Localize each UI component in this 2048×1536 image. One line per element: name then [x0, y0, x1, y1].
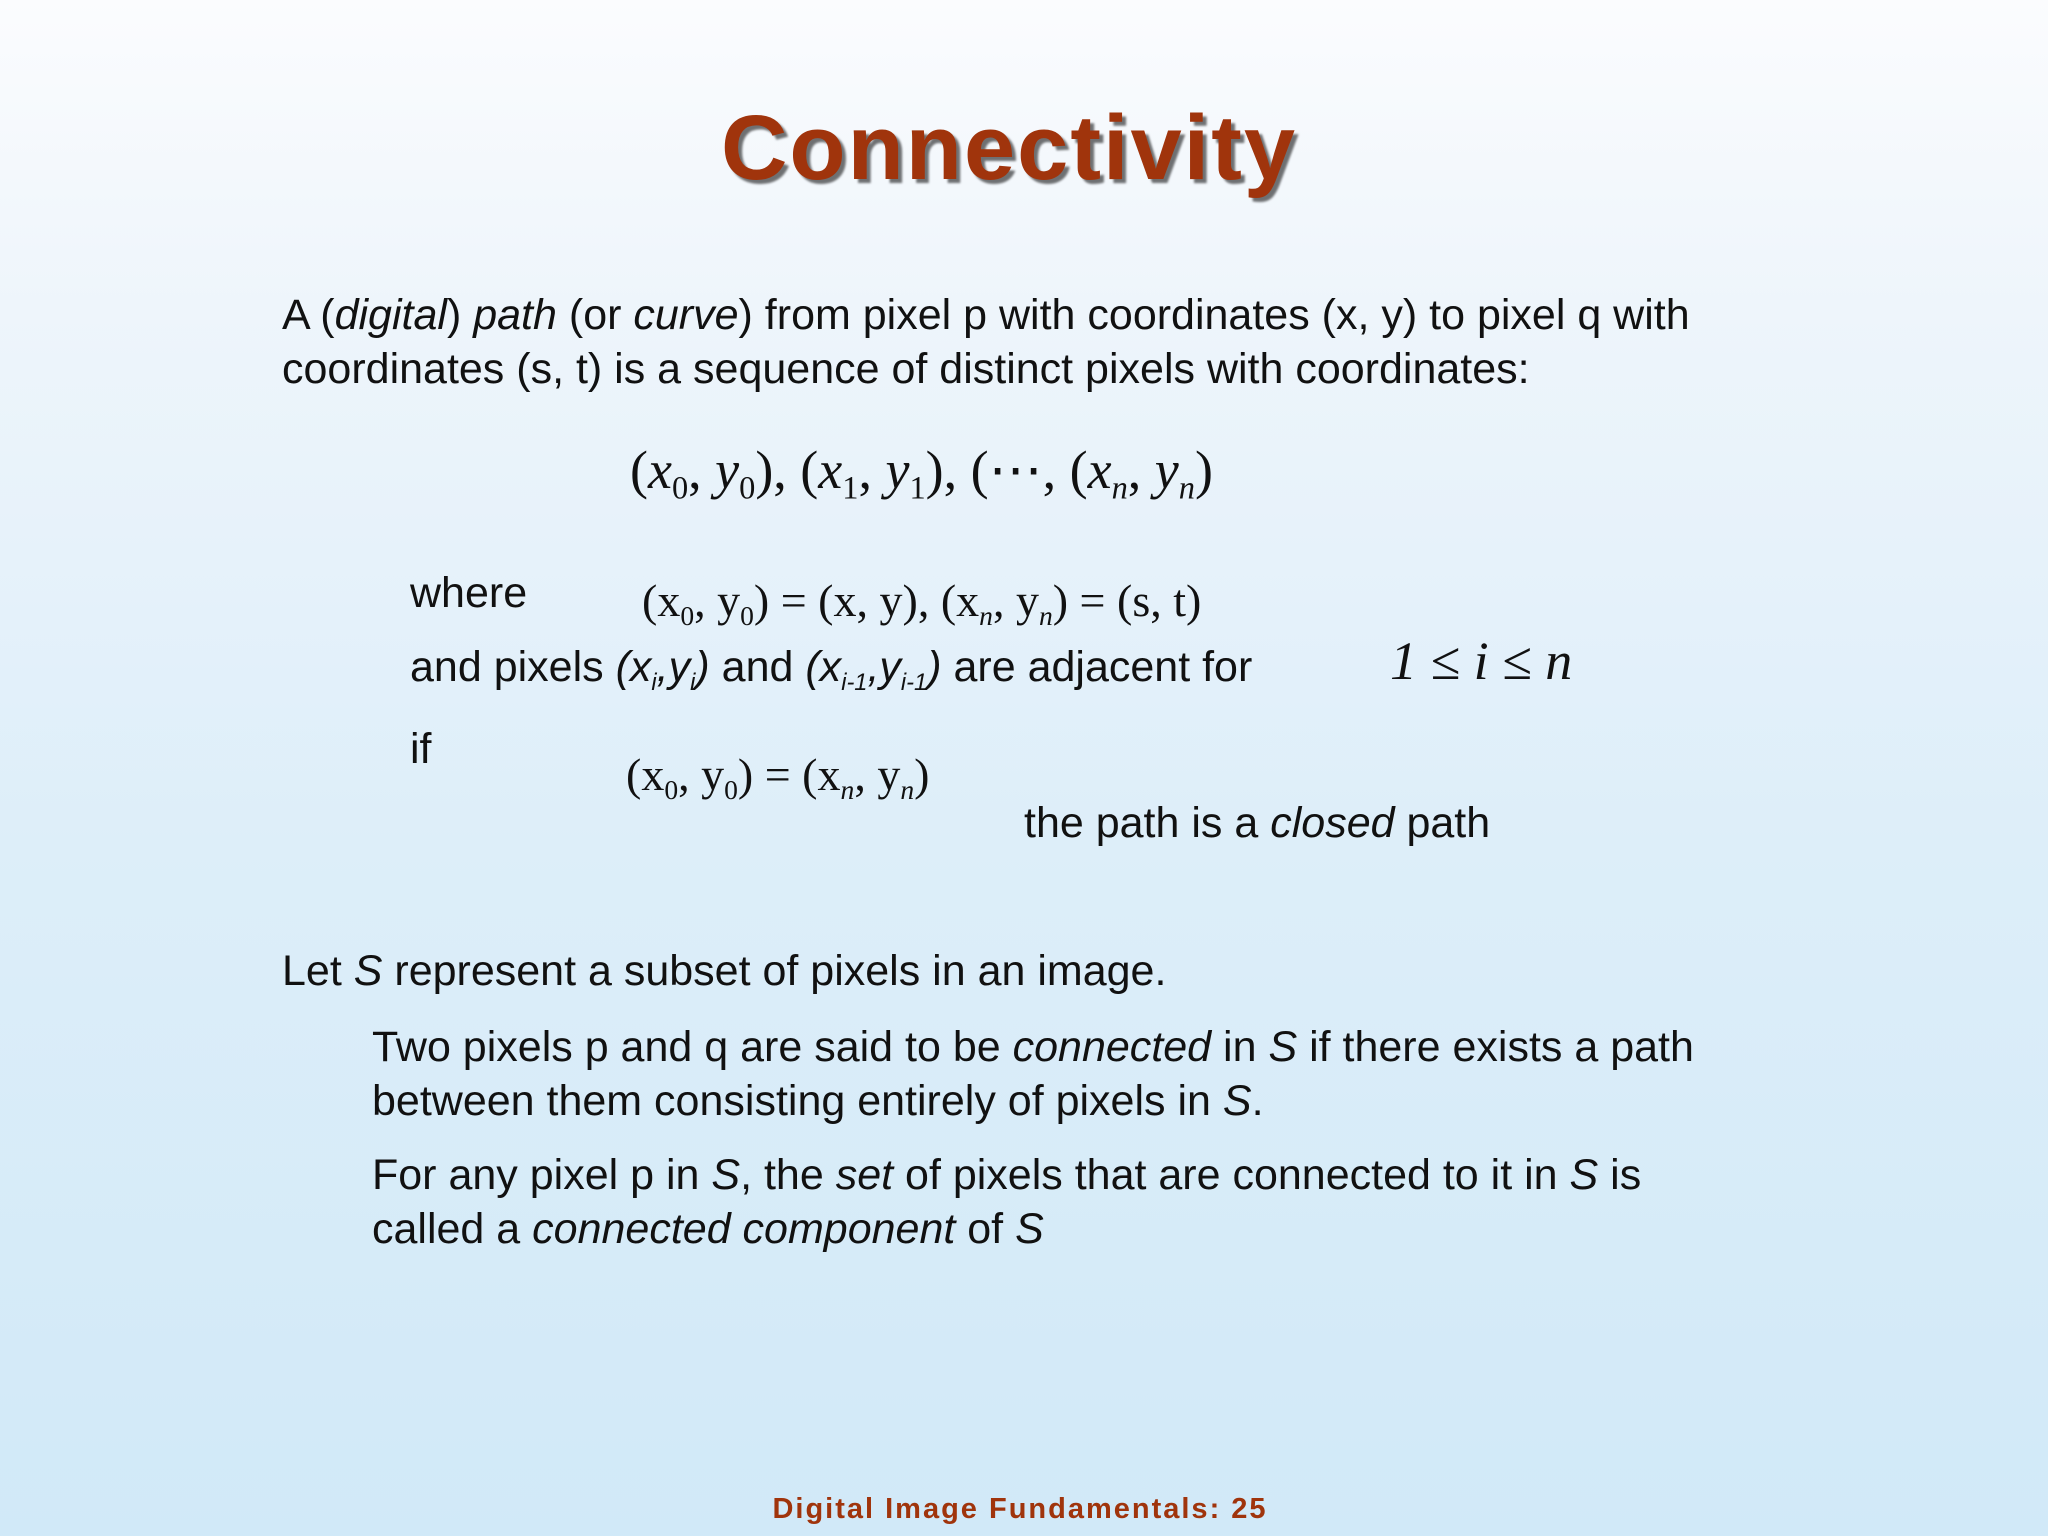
separator: ), (: [755, 440, 819, 500]
adjacency-text: [410, 640, 1252, 694]
text-segment: represent a subset of pixels in an image.: [382, 947, 1167, 995]
text-segment: between them consisting entirely of pixels in: [372, 1077, 1223, 1125]
text-segment: in: [1211, 1023, 1269, 1071]
text-segment: path: [1394, 799, 1491, 847]
subscript: 0: [739, 470, 756, 507]
path-definition-line-1: [282, 288, 1690, 342]
text-segment: ): [446, 291, 474, 339]
var-y: y: [1154, 440, 1179, 500]
text-segment: For any pixel p in: [372, 1151, 712, 1199]
subscript: 0: [664, 773, 679, 805]
paren: ): [1194, 440, 1213, 500]
comma: ,: [1042, 440, 1070, 500]
var-x: x: [1087, 440, 1112, 500]
sequence-formula: [630, 438, 1213, 507]
term-path: path: [473, 291, 557, 339]
text-segment: (x: [805, 643, 842, 691]
subscript: i: [651, 669, 657, 696]
subscript: i-1: [841, 669, 868, 696]
text-segment: the path is a: [1024, 799, 1271, 847]
set-symbol: S: [1222, 1077, 1252, 1125]
formula-part: , y: [694, 575, 741, 626]
text-segment: Let: [282, 947, 354, 995]
formula-part: ): [914, 749, 930, 800]
text-segment: and pixels: [410, 643, 616, 691]
connected-definition-line-2: [372, 1074, 1694, 1128]
text-segment: (or: [556, 291, 634, 339]
text-segment: ): [927, 643, 942, 691]
separator: ), (: [925, 440, 989, 500]
formula-part: (x: [626, 749, 665, 800]
closed-path-text: [1024, 796, 1490, 850]
text-segment: and: [709, 643, 806, 691]
ellipsis: ⋯: [988, 440, 1043, 500]
var-y: y: [715, 440, 740, 500]
subscript: 0: [740, 599, 754, 631]
path-definition-line-2: coordinates (s, t) is a sequence of distinct pixels with coordinates:: [282, 345, 1530, 393]
text-segment: A (: [282, 291, 335, 339]
formula-part: , y: [854, 749, 901, 800]
subscript: n: [840, 773, 855, 805]
path-definition: [282, 288, 1690, 396]
index-range: 1 ≤ i ≤ n: [1390, 631, 1573, 691]
component-definition-line-1: [372, 1148, 1641, 1202]
var-y: y: [885, 440, 910, 500]
subscript: n: [1111, 470, 1128, 507]
subscript: 1: [909, 470, 926, 507]
text-segment: (x: [615, 643, 652, 691]
formula-part: ) = (x, y), (x: [753, 575, 980, 626]
connected-definition: [372, 1020, 1694, 1128]
formula-part: , y: [678, 749, 725, 800]
text-segment: ,y: [656, 643, 691, 691]
text-segment: .: [1251, 1077, 1264, 1125]
set-symbol: S: [711, 1151, 741, 1199]
where-label: where: [410, 569, 528, 617]
var-x: x: [647, 440, 672, 500]
paren: (: [630, 440, 648, 500]
set-symbol: S: [1015, 1205, 1044, 1253]
var-x: x: [818, 440, 843, 500]
subscript: n: [1038, 599, 1053, 631]
subscript: 0: [671, 470, 689, 507]
paren: (: [1069, 440, 1088, 500]
term-connected-component: connected component: [532, 1205, 956, 1253]
formula-part: (x: [642, 575, 681, 626]
subscript: 1: [842, 470, 859, 507]
text-segment: Two pixels p and q are said to be: [372, 1023, 1013, 1071]
set-symbol: S: [1268, 1023, 1298, 1071]
comma: ,: [688, 440, 716, 500]
subscript: i-1: [900, 669, 928, 696]
component-definition-line-2: [372, 1202, 1641, 1256]
subscript: 0: [680, 599, 695, 631]
subscript: i: [690, 669, 696, 696]
term-closed: closed: [1270, 799, 1395, 847]
text-segment: is: [1598, 1151, 1642, 1199]
if-label: if: [410, 725, 432, 773]
formula-part: , y: [992, 575, 1039, 626]
comma: ,: [1127, 440, 1155, 500]
text-segment: ,y: [867, 643, 901, 691]
formula-part: ) = (x: [737, 749, 841, 800]
text-segment: ) from pixel p with coordinates (x, y) to pixel q with: [738, 291, 1690, 339]
closed-path-formula: [626, 748, 930, 805]
set-symbol: S: [353, 947, 383, 995]
subset-statement: [282, 944, 1166, 998]
text-segment: are adjacent for: [941, 643, 1253, 691]
text-segment: of pixels that are connected to it in: [893, 1151, 1570, 1199]
term-curve: curve: [633, 291, 739, 339]
text-segment: of: [955, 1205, 1016, 1253]
term-connected: connected: [1012, 1023, 1212, 1071]
term-digital: digital: [334, 291, 447, 339]
subscript: 0: [724, 773, 738, 805]
slide-footer: Digital Image Fundamentals: 25: [772, 1493, 1268, 1525]
text-segment: if there exists a path: [1297, 1023, 1694, 1071]
text-segment: ): [695, 643, 710, 691]
subscript: n: [1178, 470, 1195, 507]
term-set: set: [835, 1151, 894, 1199]
text-segment: called a: [372, 1205, 533, 1253]
component-definition: [372, 1148, 1641, 1256]
subscript: n: [979, 599, 993, 631]
text-segment: , the: [740, 1151, 836, 1199]
slide-title: Connectivity: [720, 97, 1298, 199]
formula-part: ) = (s, t): [1052, 575, 1202, 626]
set-symbol: S: [1569, 1151, 1599, 1199]
where-formula: [642, 574, 1202, 631]
comma: ,: [858, 440, 886, 500]
subscript: n: [900, 773, 915, 805]
connected-definition-line-1: [372, 1020, 1694, 1074]
